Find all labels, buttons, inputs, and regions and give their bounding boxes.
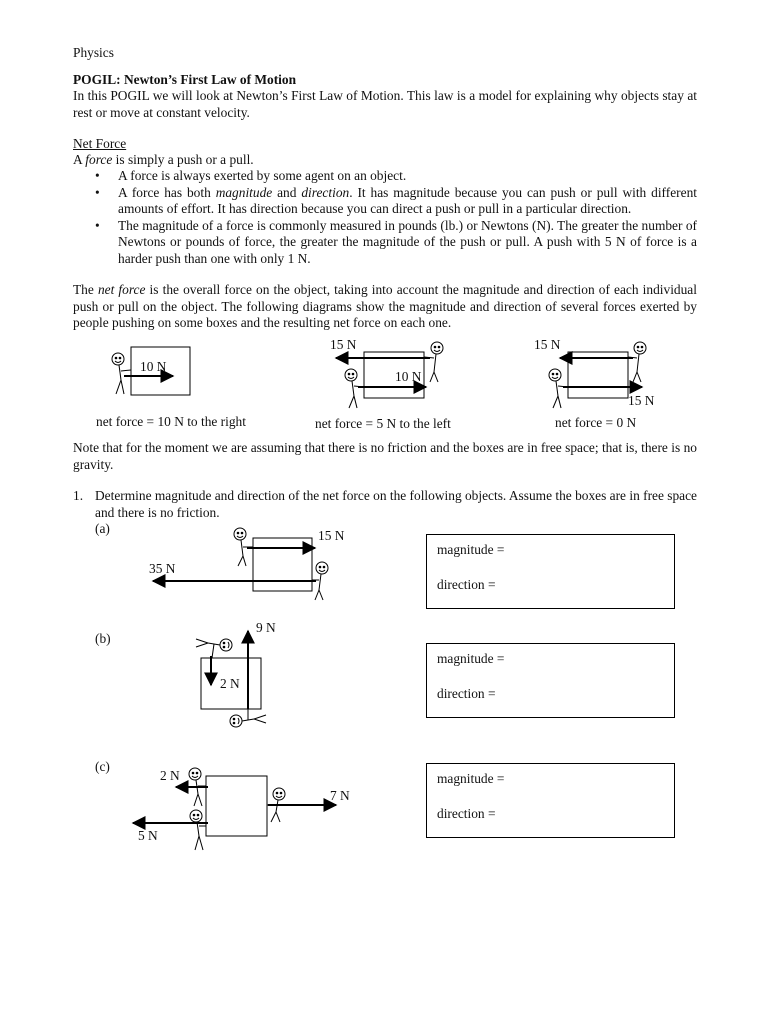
subject-header: Physics — [73, 45, 114, 60]
question-1-text: Determine magnitude and direction of the net force on the following objects. Assume the boxes are in free space and there is no friction. — [95, 488, 698, 520]
part-b-label: (b) — [95, 631, 111, 646]
person-icon — [345, 369, 364, 408]
note-paragraph: Note that for the moment we are assuming that there is no friction and the boxes are in free space; that is, there is no gravity. — [73, 440, 697, 472]
direction-field[interactable]: direction = — [437, 686, 496, 701]
part-b-force-up-label: 9 N — [256, 620, 276, 635]
part-c-force-top-left-label: 2 N — [160, 768, 180, 783]
net-para-pre: The — [73, 282, 98, 297]
magnitude-field[interactable]: magnitude = — [437, 771, 505, 786]
magnitude-field[interactable]: magnitude = — [437, 651, 505, 666]
example-2-top-force-label: 15 N — [330, 337, 357, 352]
term-net-force: net force — [97, 282, 146, 297]
direction-field[interactable]: direction = — [437, 577, 496, 592]
person-icon — [196, 639, 232, 658]
definition-pre: A — [73, 152, 86, 167]
example-3-caption: net force = 0 N — [555, 415, 637, 430]
bullet2-post: . It has magnitude because you can push or pull with different amounts of effort. It has direction because you can direct a push or pull in a particular direction. — [118, 184, 697, 216]
example-2-diagram — [330, 337, 443, 408]
example-1-diagram — [112, 347, 190, 395]
example-2-caption: net force = 5 N to the left — [315, 416, 451, 431]
example-2-bottom-force-label: 10 N — [395, 369, 422, 384]
example-1-caption: net force = 10 N to the right — [96, 414, 246, 429]
bullet2-pre: A force has both — [118, 184, 216, 200]
definition-post: is simply a push or a pull. — [112, 152, 254, 167]
term-direction: direction — [301, 184, 350, 200]
page-title: POGIL: Newton’s First Law of Motion — [73, 72, 297, 87]
person-icon — [112, 353, 131, 394]
example-3-diagram — [534, 337, 655, 408]
part-a-answer-box[interactable] — [426, 534, 675, 609]
bullet-agent: • A force is always exerted by some agent on an object. — [73, 168, 697, 185]
part-b-answer-box[interactable] — [426, 643, 675, 718]
force-bullet-list — [73, 168, 697, 267]
part-a-label: (a) — [95, 521, 110, 536]
net-force-paragraph — [73, 282, 697, 332]
person-icon — [190, 810, 206, 850]
term-magnitude: magnitude — [215, 184, 273, 200]
intro-paragraph: In this POGIL we will look at Newton’s First Law of Motion. This law is a model for explaining why objects stay at rest or move at constant velocity. — [73, 88, 697, 120]
part-a-force-right-label: 15 N — [318, 528, 345, 543]
person-icon — [230, 709, 266, 727]
direction-field[interactable]: direction = — [437, 806, 496, 821]
part-c-box — [206, 776, 267, 836]
force-definition — [73, 152, 254, 169]
bullet-units: • The magnitude of a force is commonly measured in pounds (lb.) or Newtons (N). The greater the number of Newtons or pounds of force, the greater the magnitude of the push or pull. A push with 5 N of force is a harder push than one with only 1 N. — [73, 218, 697, 268]
example-3-top-force-label: 15 N — [534, 337, 561, 352]
bullet2-mid: and — [272, 184, 302, 200]
person-icon — [549, 369, 568, 408]
question-1-number: 1. — [73, 488, 84, 503]
person-icon — [424, 342, 443, 382]
part-b-force-down-label: 2 N — [220, 676, 240, 691]
example-3-bottom-force-label: 15 N — [628, 393, 655, 408]
bullet-magnitude-direction — [73, 185, 697, 218]
part-a-box — [253, 538, 312, 591]
part-c-force-bottom-left-label: 5 N — [138, 828, 158, 843]
part-c-force-right-label: 7 N — [330, 788, 350, 803]
magnitude-field[interactable]: magnitude = — [437, 542, 505, 557]
example-1-force-label: 10 N — [140, 359, 167, 374]
section-heading-net-force: Net Force — [73, 136, 127, 151]
person-icon — [628, 342, 646, 382]
net-para-post: is the overall force on the object, taking into account the magnitude and direction of each individual push or pull on the object. The following diagrams show the magnitude and direction of several forces exerted by people pushing on some boxes and the resulting net force on each one. — [73, 282, 697, 330]
definition-term: force — [85, 152, 113, 167]
part-a-force-left-label: 35 N — [149, 561, 176, 576]
part-c-answer-box[interactable] — [426, 763, 675, 838]
part-c-label: (c) — [95, 759, 110, 774]
